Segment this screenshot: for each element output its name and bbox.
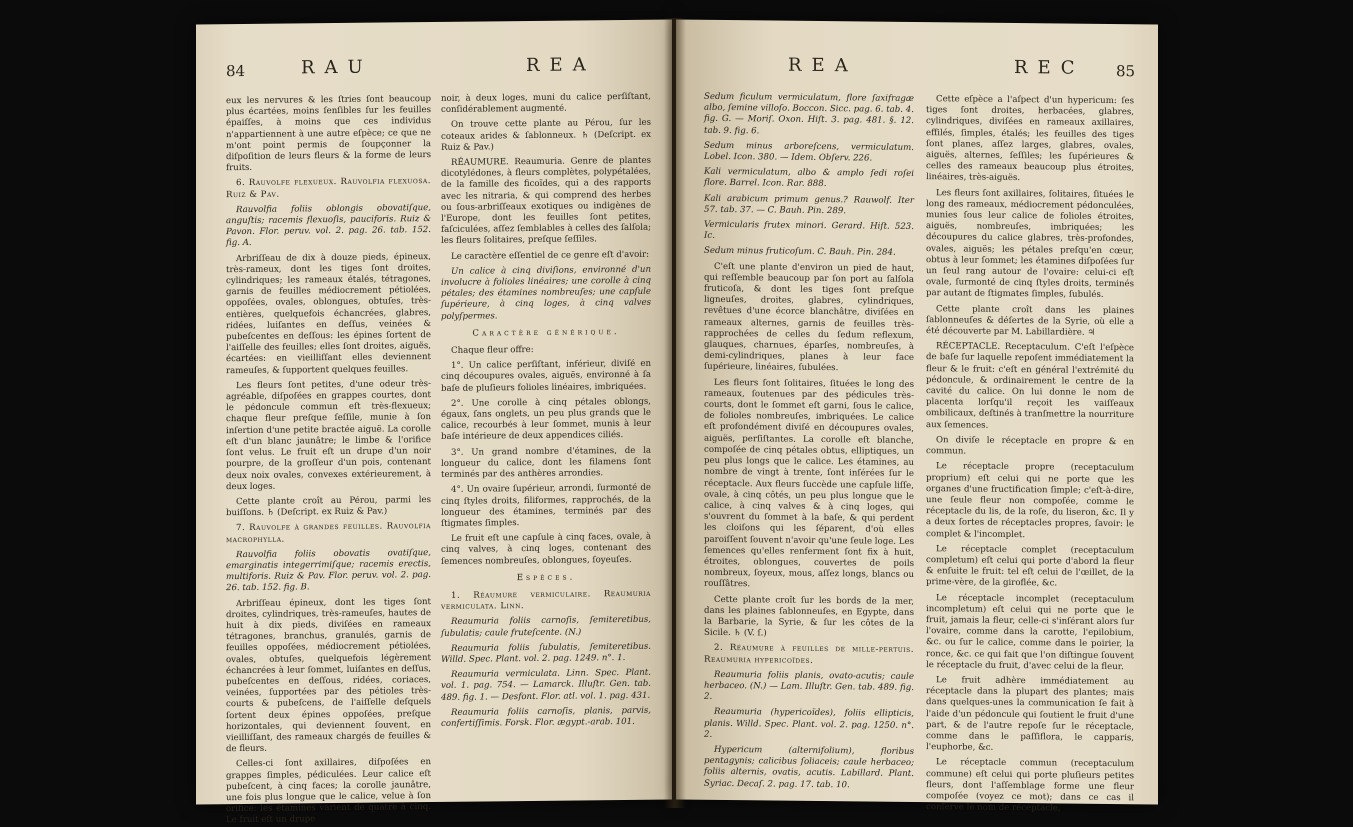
section-heading: Espèces. bbox=[516, 572, 576, 583]
paragraph: Les fleurs ſont ſolitaires, ſituées le long des rameaux, ſoutenues par des pédicules très-courts, dont le ſommet eſt garni, ſous le calice, de folioles nombreuſes, imbriquées. Le calice eſt profondément diviſé en découpures ovales, aiguës, perſiſtantes. La corolle eſt blanche, compoſée de cinq pétales obtus, elliptiques, un peu plus longs que le calice. Les étamines, au nombre de vingt à trente, ſont inſérées ſur le réceptacle. Aux fleurs ſuccède une capſule liſſe, ovale, à cinq côtés, un peu plus longue que le calice, à cinq valves & à cinq loges, qui s'ouvrent du ſommet à la baſe, & qui perdent les cloiſons qui les ſéparent, d'où elles paroiſſent ſouvent n'avoir qu'une ſeule loge. Les ſemences qu'elles renferment ſont fix à huit, étroites, oblongues, couvertes de poils nombreux, ſoyeux, mous, aſſez longs, blancs ou rouſſâtres. bbox=[704, 377, 914, 590]
text-column-1 bbox=[226, 94, 431, 826]
species-synonym: Reaumuria (hypericoïdes), foliis ellipticis, planis. Willd. Spec. Plant. vol. 2. pag. 1250. n°. 2. bbox=[704, 707, 914, 740]
species-synonym: Reaumuria foliis carnoſis, planis, parvis, confertiſſimis. Forsk. Flor. ægypt.-arab. 101. bbox=[441, 705, 651, 729]
paragraph: 4°. Un ovaire ſupérieur, arrondi, ſurmonté de cinq ſtyles droits, filiformes, rapprochés, de la longueur des étamines, terminés par des ſtigmates ſimples. bbox=[441, 483, 651, 529]
paragraph: Le réceptacle complet (receptaculum completum) eſt celui qui porte d'abord la fleur & enſuite le fruit: tel eſt celui de l'œillet, de la prime-vère, de la giroflée, &c. bbox=[926, 543, 1134, 589]
running-head-left: REA bbox=[788, 54, 858, 77]
right-page bbox=[676, 19, 1158, 814]
paragraph: Chaque fleur offre: bbox=[451, 345, 534, 356]
paragraph: Le caractère eſſentiel de ce genre eſt d'avoir: bbox=[451, 249, 650, 262]
paragraph: C'eſt une plante d'environ un pied de haut, qui reſſemble beaucoup par ſon port au ſalſola fruticoſa, & dont les tiges ſont preſque ligneuſes, droites, glabres, cylindriques, revêtues d'une écorce blanchâtre, diviſées en rameaux alternes, garnis de feuilles très-rapprochées de celles du ſedum reflexum, glauques, charnues, éparſes, nombreuſes, à demi-cylindriques, planes à leur face ſupérieure, linéaires, ſubulées. bbox=[704, 261, 914, 374]
species-diagnosis: Reaumuria foliis carnoſis, ſemiteretibus, ſubulatis; caule fruteſcente. (N.) bbox=[441, 615, 651, 639]
book-gutter bbox=[664, 18, 686, 808]
species-heading: 2. Réaumure à feuilles de mille-pertuis. Reaumuria hypericoïdes. bbox=[704, 643, 914, 666]
paragraph: Arbriſſeau épineux, dont les tiges ſont droites, cylindriques, très-rameuſes, hautes de huit à dix pieds, diviſées en rameaux tétragones, branchus, granulés, garnis de feuilles oppoſées, médiocrement pétiolées, ovales, obtuſes, quelquefois légèrement échancrées à leur ſommet, luiſantes en deſſus, pubeſcentes en deſſous, ridées, coriaces, veinées, ſupportées par des pétioles très-courts & pubeſcens, de l'aiſſelle deſquels ſortent deux épines oppoſées, preſque horizontales, qui deviennent ſouvent, en vieilliſſant, des rameaux chargés de feuilles & de fleurs. bbox=[226, 596, 431, 755]
paragraph: 2°. Une corolle à cinq pétales oblongs, égaux, ſans onglets, un peu plus grands que le calice, recourbés à leur ſommet, munis à leur baſe intérieure de deux appendices ciliés. bbox=[441, 396, 651, 443]
page-number: 85 bbox=[1116, 62, 1136, 81]
species-synonym: Sedum ficulum vermiculatum, flore ſaxifragæ albo, ſemine villoſo. Boccon. Sicc. pag. 6. tab. 4. fig. G. — Moriſ. Oxon. Hiſt. 3. pag. 481. §. 12. tab. 9. fig. 6. bbox=[704, 91, 914, 136]
paragraph: Cette plante croît au Pérou, parmi les buiſſons. ♄ (Deſcript. ex Ruiz & Pav.) bbox=[226, 494, 431, 519]
paragraph: Le fruit eſt une capſule à cinq faces, ovale, à cinq valves, à cinq loges, contenant des ſemences nombreuſes, oblongues, ſoyeuſes. bbox=[441, 531, 651, 567]
paragraph: On trouve cette plante au Pérou, ſur les coteaux arides & ſablonneux. ♄ (Deſcript. ex Ruiz & Pav.) bbox=[441, 118, 651, 153]
species-synonym: Hypericum (alternifolium), floribus pentagynis; calicibus ſoliaceis; caule herbaceo; foliis alternis, ovatis, acutis. Labillard. Plant. Syriac. Decaſ. 2. pag. 17. tab. 10. bbox=[704, 744, 914, 790]
paragraph: Le fruit adhère immédiatement au réceptacle dans la plupart des plantes; mais dans quelques-unes la communication ſe fait à l'aide d'un pédoncule qui ſoutient le fruit d'une part, & de l'autre repoſe ſur le réceptacle, comme dans le paſſiflora, le capparis, l'euphorbe, &c. bbox=[926, 675, 1134, 753]
essential-character: Un calice à cinq diviſions, environné d'un involucre à folioles linéaires; une corolle à cinq pétales; des étamines nombreuſes; une capſule ſupérieure, à cinq loges, à cinq valves polyſpermes. bbox=[441, 264, 651, 322]
paragraph: 3°. Un grand nombre d'étamines, de la longueur du calice, dont les filamens ſont terminés par des anthères arrondies. bbox=[441, 445, 651, 481]
running-head-right: REA bbox=[526, 54, 596, 77]
species-synonym: Sedum minus arboreſcens, vermiculatum. Lobel. Icon. 380. — Idem. Obſerv. 226. bbox=[704, 140, 914, 164]
paragraph: Le réceptacle propre (receptaculum proprium) eſt celui qui ne porte que les organes d'une fructification ſimple; c'eſt-à-dire, une ſeule fleur non compoſée, comme le réceptacle du lis, de la roſe, du liseron, &c. Il y a deux ſortes de réceptacles propres, ſavoir: le complet & l'incomplet. bbox=[926, 461, 1134, 540]
paragraph: Cette plante croît dans les plaines ſablonneuſes & déſertes de la Syrie, où elle a été découverte par M. Labillardière. ♃ bbox=[926, 303, 1134, 338]
species-synonym: Kali vermiculatum, albo & amplo ſedi roſei flore. Barrel. Icon. Rar. 888. bbox=[704, 166, 914, 190]
text-column-2 bbox=[926, 94, 1134, 814]
left-page bbox=[196, 20, 672, 826]
species-diagnosis: Rauvolfia foliis obovatis ovatiſque, emarginatis integerrimiſque; racemis erectis, multiforis. Ruiz & Pav. Flor. peruv. vol. 2. pag. 26. tab. 152. fig. B. bbox=[226, 547, 431, 594]
paragraph: eux les nervures & les ſtries ſont beaucoup plus écartées, moins ſenſibles ſur les feuilles épaiſſes, à moins que ces individus n'appartiennent à une autre eſpèce; ce que ne m'ont point permis de ſoupçonner la diſpoſition de leurs fleurs & la forme de leurs fruits. bbox=[226, 94, 431, 174]
paragraph: On diviſe le réceptacle en propre & en commun. bbox=[926, 435, 1134, 457]
running-head-right: REC bbox=[1014, 57, 1085, 79]
paragraph: Cette plante croît ſur les bords de la mer, dans les plaines ſablonneuſes, en Egypte, dans la Barbarie, la Syrie, & ſur les côtes de la Sicile. ♄ (V. ſ.) bbox=[704, 594, 914, 639]
paragraph: Les fleurs ſont axillaires, ſolitaires, ſituées le long des rameaux, médiocrement pédonculées, munies ſous leur calice de folioles étroites, aiguës, nombreuſes, imbriquées; les découpures du calice glabres, très-profondes, ovales, aiguës; les pétales preſqu'en cœur, obtus à leur ſommet; les étamines diſpoſées ſur un ſeul rang autour de l'ovaire: celui-ci eſt ovale, ſurmonté de cinq ſtyles droits, terminés par autant de ſtigmates ſimples, ſubulés. bbox=[926, 187, 1134, 301]
species-synonym: Sedum minus fruticoſum. C. Bauh. Pin. 284. bbox=[704, 246, 896, 259]
species-heading: 7. Rauvolfe à grandes feuilles. Rauvolfia macrophylla. bbox=[226, 521, 431, 545]
species-synonym: Vermicularis frutex minori. Gerard. Hiſt. 523. Ic. bbox=[704, 219, 914, 242]
species-heading: 1. Réaumure vermiculaire. Reaumuria vermiculata. Linn. bbox=[441, 588, 651, 613]
section-heading: Caractère générique. bbox=[472, 326, 620, 339]
paragraph: Celles-ci ſont axillaires, diſpoſées en grappes ſimples, pédiculées. Leur calice eſt pubeſcent, à cinq faces; la corolle jaunâtre, une fois plus longue que le calice, velue à ſon orifice: les étamines varient de quatre à cinq. Le fruit eſt un drupe bbox=[226, 757, 431, 826]
paragraph: Les fleurs ſont petites, d'une odeur très-agréable, diſpoſées en grappes courtes, dont le pédoncule commun eſt très-flexueux; chaque fleur preſque ſeſſile, munie à ſon inſertion d'une petite bractée aiguë. La corolle eſt d'un blanc jaunâtre; le limbe & l'orifice ſont velus. Le fruit eſt un drupe d'un noir pourpre, de la groſſeur d'un pois, contenant deux noix ovales, convexes extérieurement, à deux loges. bbox=[226, 378, 431, 492]
species-diagnosis: Reaumuria foliis planis, ovato-acutis; caule herbaceo. (N.) — Lam. Illuſtr. Gen. tab. 489. fig. 2. bbox=[704, 669, 914, 703]
species-synonym: Reaumuria foliis ſubulatis, ſemiteretibus. Willd. Spec. Plant. vol. 2. pag. 1249. n°. 1. bbox=[441, 641, 651, 665]
species-diagnosis: Rauvolfia foliis oblongis obovatiſque, anguſtis; racemis flexuoſis, pauciforis. Ruiz & Pavon. Flor. peruv. vol. 2. pag. 26. tab. 152. fig. A. bbox=[226, 202, 431, 249]
paragraph: noir, à deux loges, muni du calice perſiſtant, conſidérablement augmenté. bbox=[441, 91, 651, 116]
paragraph: 1°. Un calice perſiſtant, inférieur, diviſé en cinq découpures ovales, aiguës, environné à ſa baſe de pluſieurs folioles linéaires, imbriquées. bbox=[441, 358, 651, 394]
species-synonym: Kali arabicum primum genus.? Rauwolf. Iter 57. tab. 37. — C. Bauh. Pin. 289. bbox=[704, 193, 914, 217]
text-column-1 bbox=[704, 92, 914, 794]
species-heading: 6. Rauvolfe flexueux. Rauvolfia flexuoſa. Ruiz & Pav. bbox=[226, 176, 431, 200]
running-head-left: RAU bbox=[301, 56, 373, 79]
paragraph: Arbriſſeau de dix à douze pieds, épineux, très-rameux, dont les tiges ſont droites, cylindriques; les rameaux étalés, tétragones, garnis de feuilles médiocrement pétiolées, oppoſées, ovales, oblongues, obtuſes, très-entières, quelquefois échancrées, glabres, ridées, luiſantes en deſſus, veinées & pubeſcentes en deſſous: les épines ſortent de l'aiſſelle des feuilles; elles ſont droites, aiguës, écartées: en vieilliſſant elles deviennent rameuſes, & ſupportent quelques feuilles. bbox=[226, 251, 431, 376]
genus-entry: RÉAUMURE. Reaumuria. Genre de plantes dicotylédones, à fleurs complètes, polypétalées, de la famille des ficoïdes, qui a des rapports avec les nitraria, & qui comprend des herbes ou ſous-arbriſſeaux exotiques ou indigènes de l'Europe, dont les feuilles ſont petites, faſciculées, aſſez ſemblables à celles des ſalſola; les fleurs ſolitaires, preſque ſeſſiles. bbox=[441, 155, 651, 247]
paragraph: Le réceptacle commun (receptaculum commune) eſt celui qui porte pluſieurs petites fleurs, dont l'aſſemblage forme une fleur compoſée (voyez ce mot); dans ce cas il conſerve le nom de réceptacle, bbox=[926, 757, 1134, 814]
paragraph: Cette eſpèce a l'aſpect d'un hypericum: ſes tiges ſont droites, herbacées, glabres, cylindriques, diviſées en rameaux axillaires, effilés, ſimples, étalés; les feuilles des tiges ſont planes, aſſez larges, glabres, ovales, aiguës, alternes, ſeſſiles; les ſupérieures & celles des rameaux beaucoup plus étroites, linéaires, très-aiguës. bbox=[926, 94, 1134, 184]
species-synonym: Reaumuria vermiculata. Linn. Spec. Plant. vol. 1. pag. 754. — Lamarck. Illuſtr. Gen. tab. 489. fig. 1. — Desfont. Flor. atl. vol. 1. pag. 431. bbox=[441, 667, 651, 703]
paragraph: Le réceptacle incomplet (receptaculum incompletum) eſt celui qui ne porte que le fruit, jamais la fleur, celle-ci s'inſérant alors ſur l'ovaire, comme dans la carotte, l'epilobium, &c. ou ſur le calice, comme dans le poirier, la ronce, &c. ce qui fait que l'on diſtingue ſouvent le réceptacle du fruit, d'avec celui de la fleur. bbox=[926, 592, 1134, 672]
genus-entry: RÉCEPTACLE. Receptaculum. C'eſt l'eſpèce de baſe ſur laquelle repoſent immédiatement la fleur & le fruit: c'eſt en général l'extrémité du pédoncule, & ordinairement le centre de la cavité du calice. On lui donne le nom de placenta lorſqu'il reçoit les vaiſſeaux ombilicaux, deſtinés à tranſmettre la nourriture aux ſemences. bbox=[926, 341, 1134, 431]
text-column-2 bbox=[441, 92, 651, 794]
page-number: 84 bbox=[226, 61, 246, 81]
